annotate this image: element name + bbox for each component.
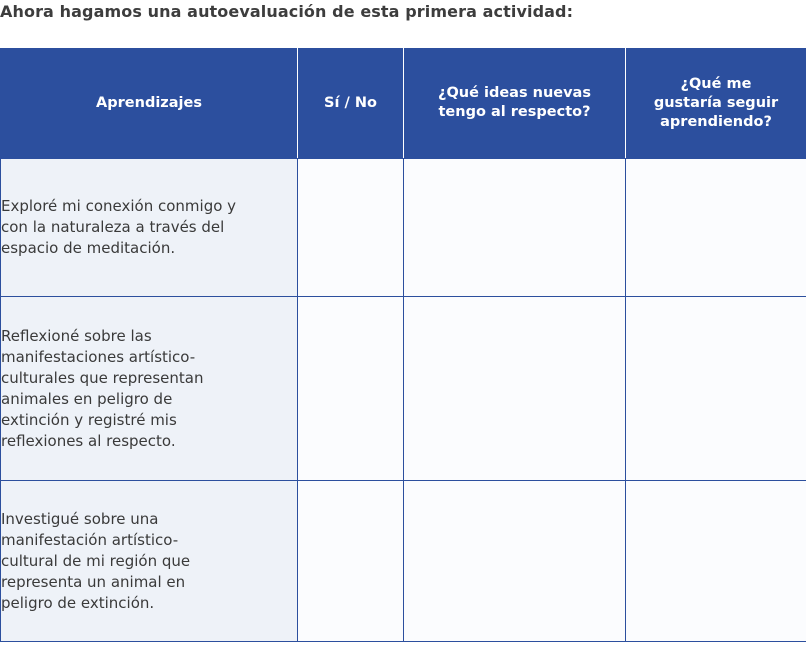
si-no-cell[interactable] [298, 297, 404, 481]
aprendizaje-cell [1, 297, 298, 481]
header-ideas-nuevas-text: ¿Qué ideas nuevas tengo al respecto? [438, 85, 591, 120]
table-row [1, 297, 806, 481]
header-aprendizajes: Aprendizajes [1, 48, 298, 159]
header-si-no: Sí / No [298, 48, 404, 159]
header-seguir-aprendiendo-text: ¿Qué me gustaría seguir aprendiendo? [653, 75, 779, 130]
ideas-nuevas-cell[interactable] [404, 481, 626, 642]
aprendizaje-text: Exploré mi conexión conmigo y con la naturaleza a través del espacio de meditación. [1, 197, 237, 257]
page-heading: Ahora hagamos una autoevaluación de esta primera actividad: [0, 2, 574, 21]
table-row [1, 159, 806, 297]
si-no-cell[interactable] [298, 481, 404, 642]
header-seguir-aprendiendo [626, 48, 806, 159]
ideas-nuevas-cell[interactable] [404, 297, 626, 481]
si-no-cell[interactable] [298, 159, 404, 297]
seguir-aprendiendo-cell[interactable] [626, 481, 806, 642]
ideas-nuevas-cell[interactable] [404, 159, 626, 297]
table-row [1, 481, 806, 642]
aprendizaje-text: Reflexioné sobre las manifestaciones artístico-culturales que representan animales en peligro de extinción y registré mis reflexiones al respecto. [1, 326, 204, 450]
seguir-aprendiendo-cell[interactable] [626, 297, 806, 481]
header-ideas-nuevas [404, 48, 626, 159]
seguir-aprendiendo-cell[interactable] [626, 159, 806, 297]
table-header-row [1, 48, 806, 159]
aprendizaje-cell [1, 159, 298, 297]
self-evaluation-table [0, 48, 806, 642]
aprendizaje-text: Investigué sobre una manifestación artístico-cultural de mi región que representa un animal en peligro de extinción. [1, 509, 191, 612]
aprendizaje-cell [1, 481, 298, 642]
